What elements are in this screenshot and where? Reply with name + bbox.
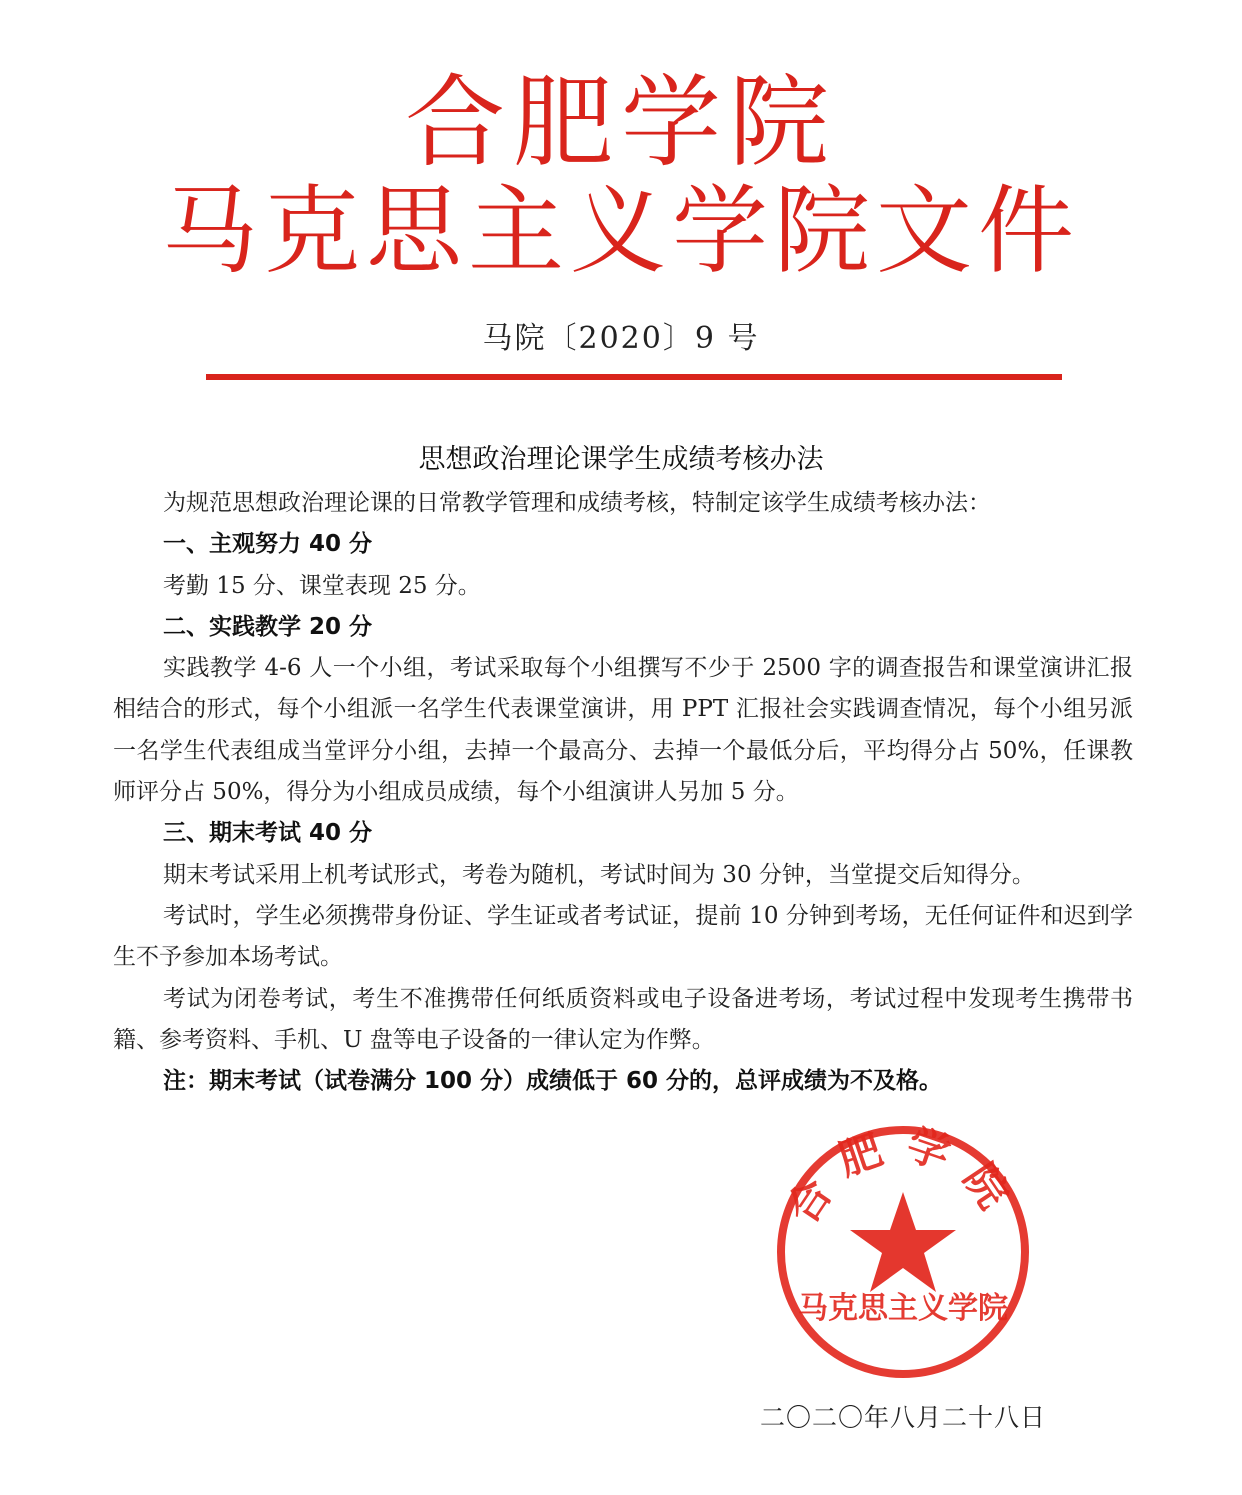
red-divider-rule	[206, 374, 1062, 380]
document-body	[113, 483, 1133, 1102]
seal-bottom-text: 马克思主义学院	[798, 1291, 1008, 1326]
body-paragraph: 考勤 15 分、课堂表现 25 分。	[163, 572, 481, 599]
section-heading: 二、实践教学 20 分	[163, 613, 373, 640]
document-title: 思想政治理论课学生成绩考核办法	[418, 444, 824, 475]
star-icon	[850, 1192, 956, 1292]
section-heading: 一、主观努力 40 分	[163, 531, 373, 558]
section-heading: 三、期末考试 40 分	[163, 820, 373, 847]
issue-date: 二〇二〇年八月二十八日	[760, 1403, 1047, 1432]
note-paragraph: 注：期末考试（试卷满分 100 分）成绩低于 60 分的，总评成绩为不及格。	[163, 1068, 943, 1095]
seal-top-text: 合肥学院	[777, 1122, 1029, 1233]
body-paragraph: 期末考试采用上机考试形式，考卷为随机，考试时间为 30 分钟，当堂提交后知得分。	[163, 861, 1035, 888]
header-org-name: 合肥学院	[405, 64, 837, 181]
body-paragraph: 考试时，学生必须携带身份证、学生证或者考试证，提前 10 分钟到考场，无任何证件和迟到学生不予参加本场考试。	[113, 902, 1133, 971]
official-seal	[773, 1122, 1033, 1382]
body-paragraph: 考试为闭卷考试，考生不准携带任何纸质资料或电子设备进考场，考试过程中发现考生携带书籍、参考资料、手机、U 盘等电子设备的一律认定为作弊。	[113, 985, 1133, 1053]
intro-paragraph: 为规范思想政治理论课的日常教学管理和成绩考核，特制定该学生成绩考核办法：	[163, 490, 991, 516]
header-doc-issuer: 马克思主义学院文件	[162, 175, 1080, 287]
document-number: 马院〔2020〕9 号	[482, 321, 760, 356]
body-paragraph: 实践教学 4-6 人一个小组，考试采取每个小组撰写不少于 2500 字的调查报告和课堂演讲汇报相结合的形式，每个小组派一名学生代表课堂演讲，用 PPT 汇报社会实践调查情况，每个小组另派一名学生代表组成当堂评分小组，去掉一个最高分、去掉一个最低分后，平均得分占 50%，任课教师评分占 50%，得分为小组成员成绩，每个小组演讲人另加 5 分。	[113, 655, 1133, 806]
